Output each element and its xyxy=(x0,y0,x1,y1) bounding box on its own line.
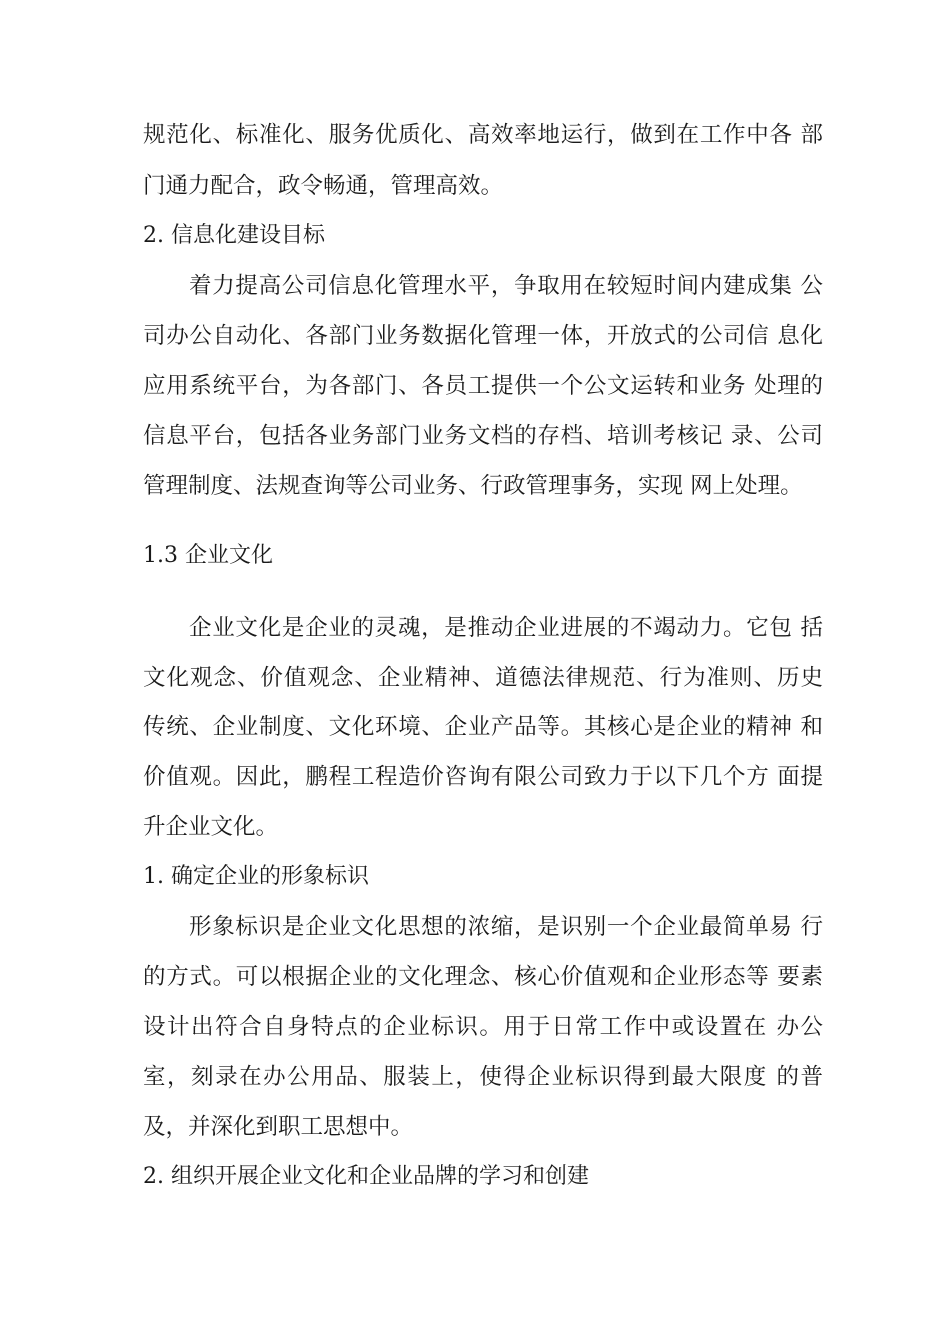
section-heading: 1. 确定企业的形象标识 xyxy=(143,864,369,889)
paragraph-first-line: 形象标识是企业文化思想的浓缩，是识别一个企业最简单易 行 xyxy=(189,914,823,940)
body-text-line: 信息平台，包括各业务部门业务文档的存档、培训考核记 录、公司 xyxy=(143,423,823,449)
section-heading: 2. 信息化建设目标 xyxy=(143,223,325,248)
chapter-heading: 1.3 企业文化 xyxy=(143,543,273,568)
body-text-line: 门通力配合，政令畅通，管理高效。 xyxy=(143,173,504,199)
body-text-line: 文化观念、价值观念、企业精神、道德法律规范、行为准则、历史 xyxy=(143,665,823,691)
body-text-line: 管理制度、法规查询等公司业务、行政管理事务，实现 网上处理。 xyxy=(143,473,803,499)
body-text-line: 传统、企业制度、文化环境、企业产品等。其核心是企业的精神 和 xyxy=(143,714,823,740)
body-text-line: 升企业文化。 xyxy=(143,814,279,840)
body-text-line: 司办公自动化、各部门业务数据化管理一体，开放式的公司信 息化 xyxy=(143,323,823,349)
section-heading: 2. 组织开展企业文化和企业品牌的学习和创建 xyxy=(143,1164,589,1189)
body-text-line: 应用系统平台，为各部门、各员工提供一个公文运转和业务 处理的 xyxy=(143,373,823,399)
body-text-line: 规范化、标准化、服务优质化、高效率地运行，做到在工作中各 部 xyxy=(143,122,823,148)
paragraph-first-line: 企业文化是企业的灵魂，是推动企业进展的不竭动力。它包 括 xyxy=(189,615,823,641)
body-text-line: 设计出符合自身特点的企业标识。用于日常工作中或设置在 办公 xyxy=(143,1014,823,1040)
body-text-line: 的方式。可以根据企业的文化理念、核心价值观和企业形态等 要素 xyxy=(143,964,823,990)
body-text-line: 及，并深化到职工思想中。 xyxy=(143,1114,414,1140)
body-text-line: 室，刻录在办公用品、服装上，使得企业标识得到最大限度 的普 xyxy=(143,1064,823,1090)
paragraph-first-line: 着力提高公司信息化管理水平，争取用在较短时间内建成集 公 xyxy=(189,273,823,299)
body-text-line: 价值观。因此，鹏程工程造价咨询有限公司致力于以下几个方 面提 xyxy=(143,764,823,790)
